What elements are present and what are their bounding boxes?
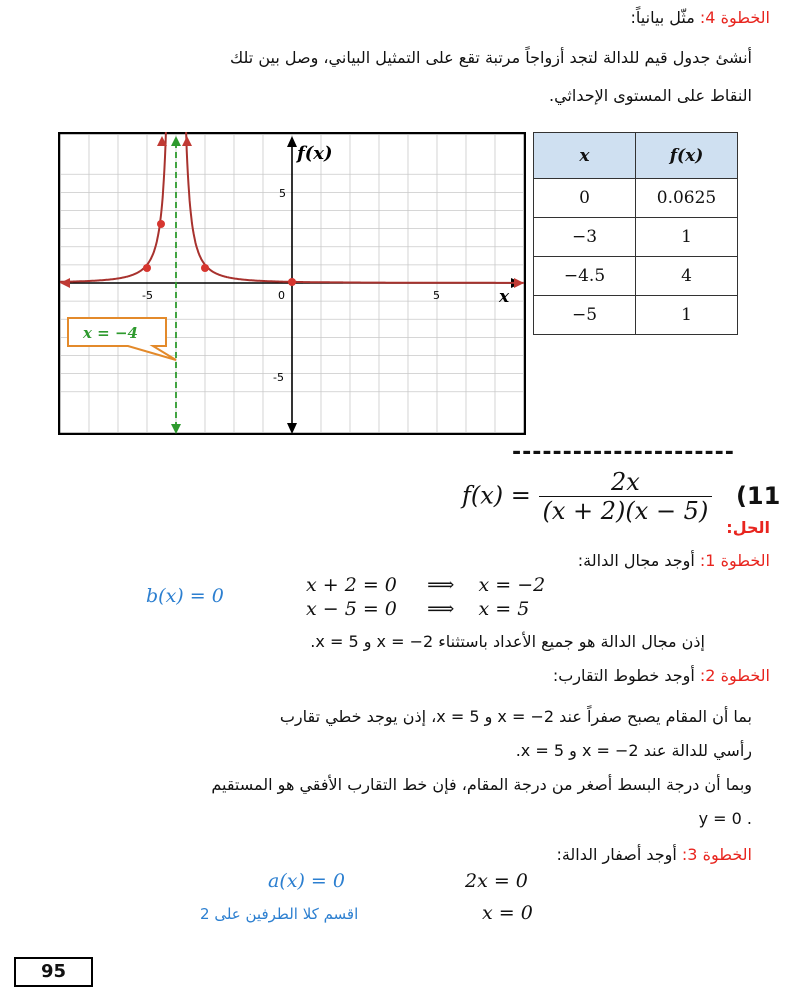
step1-conclusion: إذن مجال الدالة هو جميع الأعداد باستثناء x = −2 و x = 5. xyxy=(310,632,705,651)
table-cell: 0.0625 xyxy=(636,179,738,218)
step2-p1-line1: بما أن المقام يصبح صفراً عند x = −2 و x = 5، إذن يوجد خطي تقارب xyxy=(279,707,752,726)
step3-label: الخطوة 3: xyxy=(681,845,752,864)
table-cell: −5 xyxy=(534,296,636,335)
page-number: 95 xyxy=(14,957,93,987)
fraction-numerator: 2x xyxy=(539,468,713,497)
step3-note: اقسم كلا الطرفين على 2 xyxy=(200,905,359,923)
equation-lhs: f(x) = xyxy=(462,481,539,510)
tick-x-zero: 0 xyxy=(278,289,285,302)
tick-y-5: 5 xyxy=(279,187,286,200)
section-divider: ---------------------- xyxy=(512,440,735,465)
step4-label: الخطوة 4: xyxy=(699,8,770,27)
step3-eq2: x = 0 xyxy=(482,902,533,924)
values-table xyxy=(533,132,738,335)
step2-p2-line2: . y = 0 xyxy=(698,809,752,828)
step2-heading xyxy=(553,666,770,685)
step1-bx: b(x) = 0 xyxy=(146,585,224,607)
table-cell: 1 xyxy=(636,218,738,257)
x-axis-label: x xyxy=(499,287,510,307)
function-graph xyxy=(58,132,526,435)
equation-fraction xyxy=(539,468,713,525)
point-0 xyxy=(288,278,296,286)
asymptote-label: x = −4 xyxy=(83,324,138,342)
fraction-denominator: (x + 2)(x − 5) xyxy=(542,497,709,525)
step1-label: الخطوة 1: xyxy=(699,551,770,570)
table-row xyxy=(534,296,738,335)
table-header-fx: f(x) xyxy=(636,133,738,179)
step2-p1-line2: رأسي للدالة عند x = −2 و x = 5. xyxy=(515,741,752,760)
tick-y-neg5: -5 xyxy=(273,371,284,384)
step3-ax: a(x) = 0 xyxy=(268,870,345,892)
solution-label: الحل: xyxy=(726,518,770,537)
step3-eq1: 2x = 0 xyxy=(465,870,528,892)
step1-heading xyxy=(578,551,770,570)
table-row xyxy=(534,218,738,257)
step1-eq2: x − 5 = 0 ⟹ x = 5 xyxy=(306,598,530,620)
step2-p2-line1: وبما أن درجة البسط أصغر من درجة المقام، فإن خط التقارب الأفقي هو المستقيم xyxy=(211,775,752,794)
point-neg4.5-4 xyxy=(157,220,165,228)
table-cell: 4 xyxy=(636,257,738,296)
problem-number: (11 xyxy=(735,481,781,510)
table-header-x: x xyxy=(534,133,636,179)
step3-heading xyxy=(556,845,752,864)
table-row xyxy=(534,257,738,296)
step1-eq1: x + 2 = 0 ⟹ x = −2 xyxy=(306,574,546,596)
problem-equation xyxy=(462,468,780,525)
tick-x-5: 5 xyxy=(433,289,440,302)
step2-label: الخطوة 2: xyxy=(699,666,770,685)
table-row xyxy=(534,179,738,218)
step4-desc-line2: النقاط على المستوى الإحداثي. xyxy=(549,86,752,105)
step3-text: أوجد أصفار الدالة: xyxy=(556,845,682,864)
point-neg3-1 xyxy=(201,264,209,272)
step4-heading xyxy=(631,8,770,27)
tick-x-neg5: -5 xyxy=(142,289,153,302)
table-cell: −3 xyxy=(534,218,636,257)
y-axis-label: f(x) xyxy=(297,143,333,164)
step4-desc-line1: أنشئ جدول قيم للدالة لتجد أزواجاً مرتبة تقع على التمثيل البياني، وصل بين تلك xyxy=(230,48,752,67)
point-neg5-1 xyxy=(143,264,151,272)
table-cell: −4.5 xyxy=(534,257,636,296)
table-cell: 1 xyxy=(636,296,738,335)
step4-text: مثّل بيانياً: xyxy=(630,8,700,27)
step1-text: أوجد مجال الدالة: xyxy=(577,551,700,570)
table-cell: 0 xyxy=(534,179,636,218)
step2-text: أوجد خطوط التقارب: xyxy=(552,666,700,685)
